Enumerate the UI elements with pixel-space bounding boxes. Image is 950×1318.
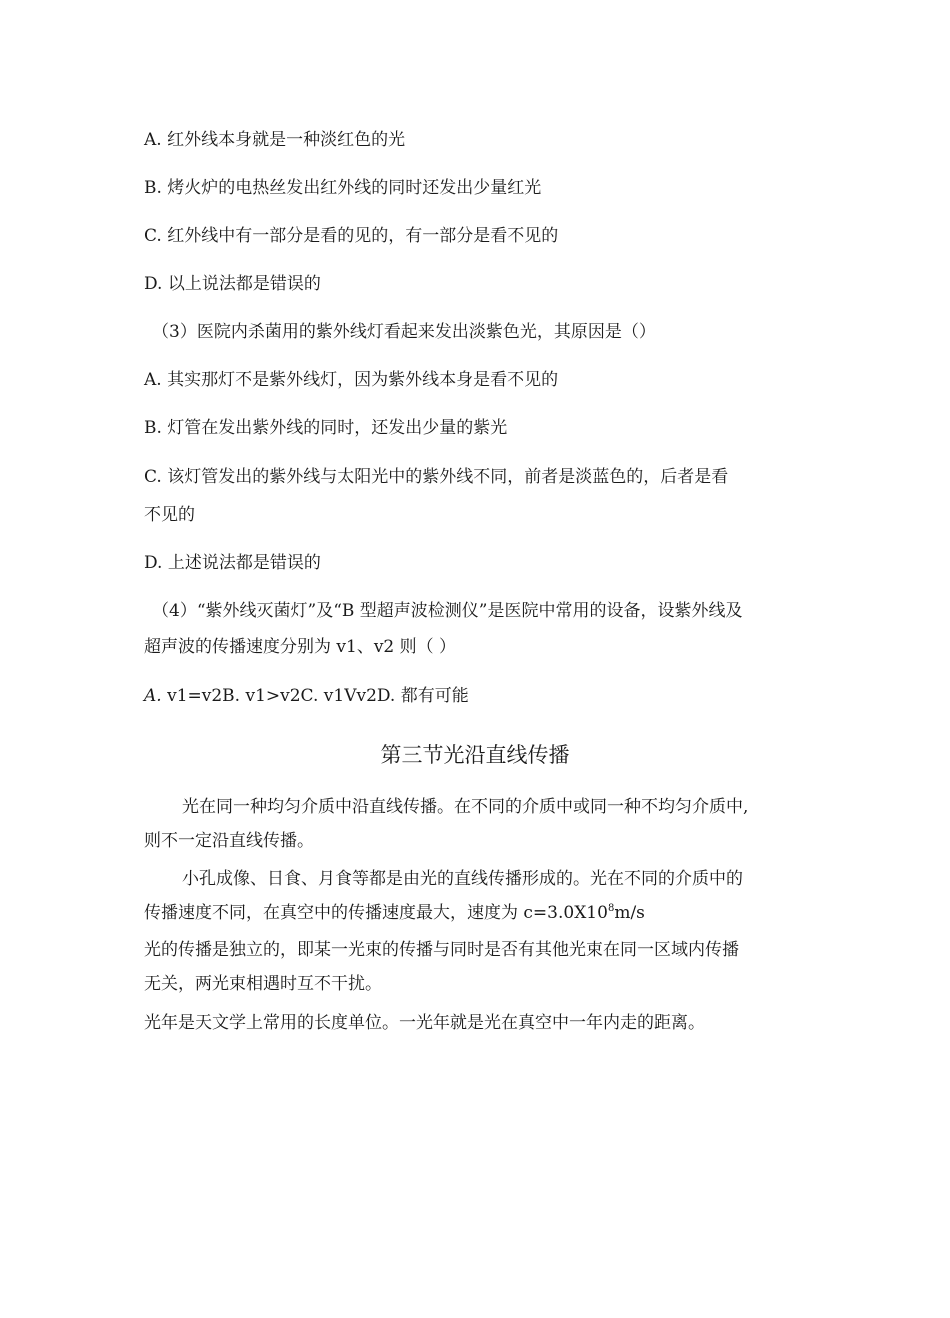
paragraph-3-line2: 无关，两光束相遇时互不干扰。 — [144, 974, 382, 994]
paragraph-1-line1: 光在同一种均匀介质中沿直线传播。在不同的介质中或同一种不均匀介质中, — [182, 797, 749, 817]
q3-option-c-line1: C. 该灯管发出的紫外线与太阳光中的紫外线不同，前者是淡蓝色的，后者是看 — [144, 467, 729, 487]
q2-option-c: C. 红外线中有一部分是看的见的，有一部分是看不见的 — [144, 226, 559, 246]
paragraph-2-line2 — [144, 901, 645, 925]
speed-unit: m/s — [614, 903, 645, 923]
paragraph-1-line2: 则不一定沿直线传播。 — [144, 831, 314, 851]
q3-option-d: D. 上述说法都是错误的 — [144, 553, 321, 573]
q4-stem-line2: 超声波的传播速度分别为 v1、v2 则（ ） — [144, 637, 457, 657]
q3-option-b: B. 灯管在发出紫外线的同时，还发出少量的紫光 — [144, 418, 508, 438]
paragraph-3-line1: 光的传播是独立的，即某一光束的传播与同时是否有其他光束在同一区域内传播 — [144, 940, 739, 960]
q2-option-a: A. 红外线本身就是一种淡红色的光 — [144, 130, 406, 150]
q4-options-label: A. — [144, 686, 162, 706]
section-title: 第三节光沿直线传播 — [380, 743, 570, 767]
q4-options-text: v1=v2B. v1>v2C. v1Vv2D. 都有可能 — [161, 686, 469, 706]
speed-exponent: 8 — [607, 903, 615, 914]
speed-text: 传播速度不同，在真空中的传播速度最大，速度为 c=3.0X10 — [144, 903, 608, 923]
paragraph-2-line1: 小孔成像、日食、月食等都是由光的直线传播形成的。光在不同的介质中的 — [182, 869, 743, 889]
q2-option-d: D. 以上说法都是错误的 — [144, 274, 321, 294]
q2-option-b: B. 烤火炉的电热丝发出红外线的同时还发出少量红光 — [144, 178, 542, 198]
q4-options — [144, 684, 469, 708]
paragraph-4-line1: 光年是天文学上常用的长度单位。一光年就是光在真空中一年内走的距离。 — [144, 1013, 705, 1033]
q3-option-c-line2: 不见的 — [144, 505, 195, 525]
q3-option-a: A. 其实那灯不是紫外线灯，因为紫外线本身是看不见的 — [144, 370, 559, 390]
q4-stem-line1: （4）“紫外线灭菌灯”及“B 型超声波检测仪”是医院中常用的设备，设紫外线及 — [152, 601, 743, 621]
q3-stem: （3）医院内杀菌用的紫外线灯看起来发出淡紫色光，其原因是（） — [152, 322, 656, 342]
